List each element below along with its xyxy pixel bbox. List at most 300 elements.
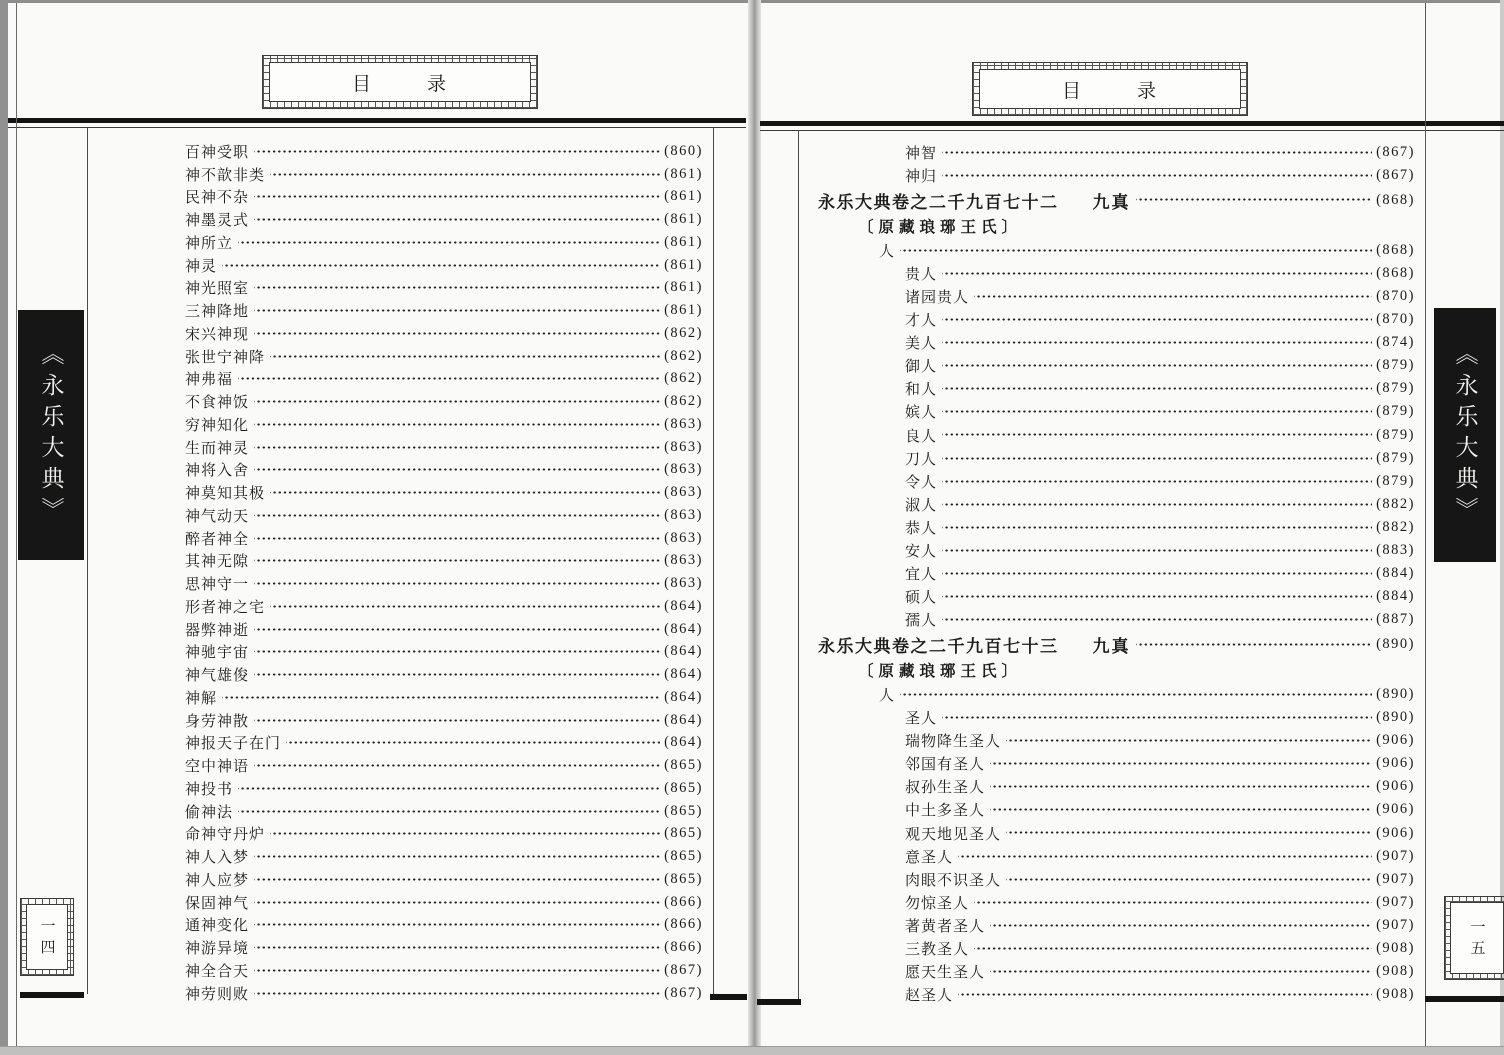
leader-dots [974, 937, 1372, 960]
leader-dots [254, 504, 660, 527]
entry-title: 保固神气 [185, 895, 250, 912]
entry-page-number: (883) [1376, 542, 1415, 559]
leader-dots [942, 164, 1372, 187]
leader-dots [942, 562, 1372, 585]
entry-page-number: (864) [664, 666, 703, 683]
entry-page-number: (890) [1376, 635, 1415, 652]
leader-dots [254, 413, 660, 436]
spine-label-left [18, 310, 84, 560]
entry-title: 肉眼不识圣人 [905, 872, 1002, 889]
toc-entry-row [185, 663, 703, 686]
toc-title-box-right [972, 62, 1248, 116]
toc-entry-row [905, 914, 1415, 937]
toc-entry-row [905, 424, 1415, 447]
entry-page-number: (879) [1376, 449, 1415, 466]
folio-number-left: 一四 [26, 904, 68, 970]
entry-page-number: (863) [664, 575, 703, 592]
toc-entry-row [905, 937, 1415, 960]
toc-entry-row [185, 550, 703, 573]
entry-title: 意圣人 [905, 849, 954, 866]
entry-page-number: (865) [664, 825, 703, 842]
entry-page-number: (906) [1376, 732, 1415, 749]
leader-dots [254, 982, 660, 1005]
leader-dots [254, 322, 660, 345]
entry-title: 叔孙生圣人 [905, 780, 986, 797]
toc-entry-row [185, 732, 703, 755]
entry-page-number: (908) [1376, 986, 1415, 1003]
entry-page-number: (862) [664, 324, 703, 341]
folio-box-right [1444, 896, 1504, 980]
entry-page-number: (879) [1376, 380, 1415, 397]
entry-page-number: (906) [1376, 824, 1415, 841]
leader-dots [990, 914, 1372, 937]
toc-title-char: 录 [427, 73, 449, 95]
leader-dots [238, 777, 660, 800]
entry-title: 神全合天 [185, 963, 250, 980]
header-rule-thick-left [8, 118, 746, 123]
entry-title: 民神不杂 [185, 190, 250, 207]
entry-page-number: (907) [1376, 870, 1415, 887]
toc-entry-row [185, 163, 703, 186]
toc-entry-row [905, 845, 1415, 868]
entry-title: 三教圣人 [905, 942, 970, 959]
toc-entry-row [905, 516, 1415, 539]
entry-title: 勿惊圣人 [905, 895, 970, 912]
entry-title: 三神降地 [185, 304, 250, 321]
entry-page-number: (864) [664, 711, 703, 728]
leader-dots [990, 752, 1372, 775]
entry-title: 良人 [905, 428, 938, 445]
toc-title-char: 目 [351, 73, 373, 95]
spine-label-right [1434, 308, 1496, 562]
toc-entry-row [185, 231, 703, 254]
entry-title: 〔原藏琅琊王氏〕 [858, 663, 1023, 681]
toc-title-left [269, 62, 531, 102]
entry-title: 赵圣人 [905, 988, 954, 1005]
leader-dots [958, 983, 1372, 1006]
toc-entry-row [905, 891, 1415, 914]
entry-page-number: (908) [1376, 940, 1415, 957]
toc-entry-row [185, 800, 703, 823]
leader-dots [270, 481, 660, 504]
toc-entry-row [185, 777, 703, 800]
leader-dots [942, 706, 1372, 729]
column-line-right-gutterside [798, 131, 799, 999]
leader-dots [270, 345, 660, 368]
toc-title-char: 录 [1137, 80, 1159, 102]
entry-title: 孺人 [905, 613, 938, 630]
toc-entry-row [185, 982, 703, 1005]
toc-entry-row [185, 459, 703, 482]
column-line-left-inner [87, 128, 88, 994]
toc-entry-row [905, 798, 1415, 821]
toc-entry-row [905, 608, 1415, 631]
entry-page-number: (862) [664, 347, 703, 364]
entry-page-number: (861) [664, 233, 703, 250]
toc-entry-row [905, 775, 1415, 798]
entry-page-number: (865) [664, 848, 703, 865]
entry-page-number: (906) [1376, 778, 1415, 795]
entry-page-number: (860) [664, 142, 703, 159]
leader-dots [942, 470, 1372, 493]
leader-dots [222, 254, 660, 277]
toc-entry-row [185, 208, 703, 231]
toc-entry-row [185, 481, 703, 504]
leader-dots [254, 641, 660, 664]
entry-page-number: (890) [1376, 686, 1415, 703]
entry-title: 不食神饭 [185, 395, 250, 412]
entry-title: 宋兴神现 [185, 326, 250, 343]
leader-dots [254, 754, 660, 777]
entry-title: 安人 [905, 544, 938, 561]
entry-page-number: (865) [664, 870, 703, 887]
entry-title: 观天地见圣人 [905, 826, 1002, 843]
leader-dots [254, 709, 660, 732]
leader-dots [254, 277, 660, 300]
toc-entry-row [905, 752, 1415, 775]
entry-title: 圣人 [905, 711, 938, 728]
toc-entry-row [185, 186, 703, 209]
leader-dots [900, 683, 1372, 706]
entry-title: 神墨灵式 [185, 213, 250, 230]
folio-box-left [20, 898, 74, 976]
entry-page-number: (874) [1376, 334, 1415, 351]
entry-page-number: (861) [664, 302, 703, 319]
toc-entry-row [905, 539, 1415, 562]
toc-entry-row [185, 277, 703, 300]
entry-page-number: (906) [1376, 755, 1415, 772]
entry-page-number: (882) [1376, 495, 1415, 512]
entry-title: 恭人 [905, 520, 938, 537]
entry-page-number: (863) [664, 506, 703, 523]
toc-entry-row [905, 262, 1415, 285]
leader-dots [900, 239, 1372, 262]
leader-dots [942, 141, 1372, 164]
entry-subtitle: 九真 [1092, 636, 1131, 656]
entry-title: 瑞物降生圣人 [905, 734, 1002, 751]
toc-entry-row [185, 959, 703, 982]
entry-page-number: (879) [1376, 403, 1415, 420]
entry-title: 宜人 [905, 567, 938, 584]
entry-title: 神所立 [185, 235, 234, 252]
leader-dots [942, 400, 1372, 423]
entry-title: 器弊神逝 [185, 622, 250, 639]
folio-number-right: 一五 [1450, 902, 1504, 974]
entry-title: 令人 [905, 474, 938, 491]
leader-dots [942, 308, 1372, 331]
entry-title: 愿天生圣人 [905, 965, 986, 982]
leader-dots [990, 798, 1372, 821]
entry-page-number: (879) [1376, 357, 1415, 374]
entry-page-number: (864) [664, 620, 703, 637]
toc-entry-row [905, 377, 1415, 400]
toc-entry-row [905, 354, 1415, 377]
leader-dots [254, 891, 660, 914]
entry-title: 淑人 [905, 497, 938, 514]
entry-title: 神将入舍 [185, 463, 250, 480]
entry-title: 〔原藏琅琊王氏〕 [858, 218, 1023, 236]
leader-dots [254, 436, 660, 459]
entry-title: 神莫知其极 [185, 486, 266, 503]
toc-chapter-row [818, 187, 1415, 213]
toc-entry-row [185, 823, 703, 846]
leader-dots [942, 447, 1372, 470]
entry-page-number: (867) [1376, 167, 1415, 184]
leader-dots [238, 800, 660, 823]
frame-endbar-left-inner [710, 994, 747, 1000]
toc-entry-row [185, 299, 703, 322]
toc-list-left [185, 140, 703, 1005]
entry-page-number: (864) [664, 597, 703, 614]
entry-title: 神智 [905, 146, 938, 163]
entry-page-number: (864) [664, 688, 703, 705]
entry-title: 生而神灵 [185, 440, 250, 457]
leader-dots [254, 459, 660, 482]
leader-dots [254, 140, 660, 163]
leader-dots [958, 845, 1372, 868]
toc-entry-row [185, 504, 703, 527]
entry-page-number: (866) [664, 893, 703, 910]
entry-title: 永乐大典卷之二千九百七十二 [818, 192, 1059, 212]
leader-dots [254, 572, 660, 595]
entry-title: 御人 [905, 359, 938, 376]
leader-dots [254, 390, 660, 413]
entry-page-number: (863) [664, 484, 703, 501]
leader-dots [254, 208, 660, 231]
entry-page-number: (861) [664, 256, 703, 273]
entry-title: 偷神法 [185, 804, 234, 821]
toc-entry-row [185, 914, 703, 937]
entry-title: 形者神之宅 [185, 599, 266, 616]
toc-entry-row [905, 400, 1415, 423]
entry-page-number: (882) [1376, 518, 1415, 535]
header-rule-thick-right [760, 121, 1504, 126]
toc-note-row [858, 657, 1415, 683]
toc-entry-row [905, 585, 1415, 608]
entry-title: 美人 [905, 336, 938, 353]
leader-dots [942, 608, 1372, 631]
toc-entry-row [185, 845, 703, 868]
entry-title: 身劳神散 [185, 713, 250, 730]
header-rule-thin-left [8, 127, 746, 128]
toc-entry-row [905, 983, 1415, 1006]
frame-endbar-left-outer [20, 992, 84, 998]
toc-entry-row [185, 936, 703, 959]
toc-entry-row [905, 331, 1415, 354]
toc-entry-row [185, 254, 703, 277]
entry-title: 其神无隙 [185, 554, 250, 571]
entry-page-number: (867) [1376, 144, 1415, 161]
frame-endbar-right-outer [1425, 996, 1504, 1002]
entry-title: 命神守丹炉 [185, 827, 266, 844]
entry-page-number: (884) [1376, 565, 1415, 582]
leader-dots [270, 823, 660, 846]
entry-page-number: (867) [664, 961, 703, 978]
entry-title: 神灵 [185, 258, 218, 275]
toc-entry-row [905, 447, 1415, 470]
leader-dots [942, 377, 1372, 400]
toc-entry-row [185, 436, 703, 459]
leader-dots [990, 960, 1372, 983]
entry-title: 神气动天 [185, 508, 250, 525]
leader-dots [974, 285, 1372, 308]
entry-title: 著黄者圣人 [905, 918, 986, 935]
leader-dots [974, 891, 1372, 914]
entry-page-number: (865) [664, 757, 703, 774]
entry-page-number: (861) [664, 165, 703, 182]
leader-dots [254, 663, 660, 686]
entry-page-number: (863) [664, 438, 703, 455]
leader-dots [1136, 631, 1373, 657]
toc-title-char: 目 [1061, 80, 1083, 102]
entry-title: 神解 [185, 690, 218, 707]
entry-page-number: (861) [664, 279, 703, 296]
toc-entry-row [879, 683, 1415, 706]
toc-title-right [979, 69, 1241, 109]
leader-dots [942, 331, 1372, 354]
entry-title: 人 [879, 243, 896, 260]
leader-dots [1006, 729, 1372, 752]
entry-title: 神人应梦 [185, 872, 250, 889]
entry-page-number: (907) [1376, 847, 1415, 864]
leader-dots [942, 539, 1372, 562]
entry-title: 神弗福 [185, 372, 234, 389]
leader-dots [286, 732, 660, 755]
entry-page-number: (866) [664, 939, 703, 956]
toc-entry-row [185, 868, 703, 891]
entry-page-number: (884) [1376, 588, 1415, 605]
entry-title: 神劳则败 [185, 986, 250, 1003]
entry-title: 刀人 [905, 451, 938, 468]
leader-dots [254, 959, 660, 982]
entry-page-number: (863) [664, 552, 703, 569]
toc-entry-row [185, 390, 703, 413]
entry-title: 神报天子在门 [185, 736, 282, 753]
entry-title: 神不歆非类 [185, 167, 266, 184]
leader-dots [238, 231, 660, 254]
entry-page-number: (868) [1376, 264, 1415, 281]
toc-title-box-left [262, 55, 538, 109]
entry-title: 张世宁神降 [185, 349, 266, 366]
toc-entry-row [185, 527, 703, 550]
toc-entry-row [879, 239, 1415, 262]
leader-dots [254, 618, 660, 641]
leader-dots [254, 868, 660, 891]
toc-entry-row [185, 709, 703, 732]
toc-entry-row [905, 308, 1415, 331]
toc-entry-row [185, 686, 703, 709]
toc-note-row [858, 213, 1415, 239]
toc-entry-row [905, 706, 1415, 729]
toc-entry-row [905, 493, 1415, 516]
page-border-line-left [16, 3, 17, 1046]
entry-title: 穷神知化 [185, 417, 250, 434]
leader-dots [254, 527, 660, 550]
header-rule-thin-right [760, 130, 1504, 131]
toc-entry-row [185, 413, 703, 436]
toc-entry-row [185, 891, 703, 914]
toc-entry-row [185, 368, 703, 391]
toc-entry-row [185, 140, 703, 163]
entry-page-number: (907) [1376, 916, 1415, 933]
spine-label-text: 《永乐大典》 [1452, 342, 1478, 528]
entry-title: 神光照室 [185, 281, 250, 298]
entry-title: 和人 [905, 382, 938, 399]
frame-endbar-right-inner [757, 999, 801, 1005]
leader-dots [254, 299, 660, 322]
leader-dots [942, 493, 1372, 516]
toc-entry-row [905, 822, 1415, 845]
scan-edge-left [0, 0, 8, 1055]
scan-edge-bottom [0, 1046, 1504, 1055]
entry-title: 神归 [905, 169, 938, 186]
toc-entry-row [905, 729, 1415, 752]
toc-entry-row [905, 141, 1415, 164]
leader-dots [254, 550, 660, 573]
leader-dots [942, 354, 1372, 377]
toc-entry-row [185, 754, 703, 777]
entry-title: 人 [879, 688, 896, 705]
entry-title: 醉者神全 [185, 531, 250, 548]
entry-page-number: (867) [664, 984, 703, 1001]
leader-dots [1006, 868, 1372, 891]
entry-page-number: (861) [664, 211, 703, 228]
entry-page-number: (862) [664, 393, 703, 410]
entry-page-number: (863) [664, 415, 703, 432]
toc-chapter-row [818, 631, 1415, 657]
toc-entry-row [185, 641, 703, 664]
leader-dots [942, 262, 1372, 285]
entry-title: 神投书 [185, 781, 234, 798]
leader-dots [1006, 822, 1372, 845]
entry-title: 神气雄俊 [185, 668, 250, 685]
toc-entry-row [905, 470, 1415, 493]
toc-entry-row [185, 572, 703, 595]
entry-title: 思神守一 [185, 577, 250, 594]
entry-title: 神人入梦 [185, 850, 250, 867]
entry-title: 通神变化 [185, 918, 250, 935]
entry-page-number: (879) [1376, 472, 1415, 489]
toc-entry-row [905, 285, 1415, 308]
entry-title: 硕人 [905, 590, 938, 607]
entry-page-number: (865) [664, 802, 703, 819]
entry-page-number: (890) [1376, 709, 1415, 726]
leader-dots [270, 595, 660, 618]
toc-entry-row [185, 595, 703, 618]
toc-entry-row [905, 868, 1415, 891]
entry-page-number: (861) [664, 188, 703, 205]
entry-page-number: (887) [1376, 611, 1415, 628]
entry-page-number: (865) [664, 779, 703, 796]
toc-entry-row [185, 618, 703, 641]
entry-title: 嫔人 [905, 405, 938, 422]
leader-dots [1136, 187, 1373, 213]
toc-entry-row [185, 322, 703, 345]
entry-page-number: (864) [664, 734, 703, 751]
entry-title: 贵人 [905, 266, 938, 283]
leader-dots [222, 686, 660, 709]
toc-entry-row [905, 164, 1415, 187]
toc-entry-row [905, 960, 1415, 983]
leader-dots [942, 516, 1372, 539]
column-line-left-gutterside [713, 128, 714, 994]
leader-dots [254, 914, 660, 937]
entry-page-number: (862) [664, 370, 703, 387]
entry-title: 永乐大典卷之二千九百七十三 [818, 636, 1059, 656]
page-gutter [748, 0, 761, 1046]
entry-title: 诸园贵人 [905, 290, 970, 307]
entry-page-number: (863) [664, 529, 703, 546]
